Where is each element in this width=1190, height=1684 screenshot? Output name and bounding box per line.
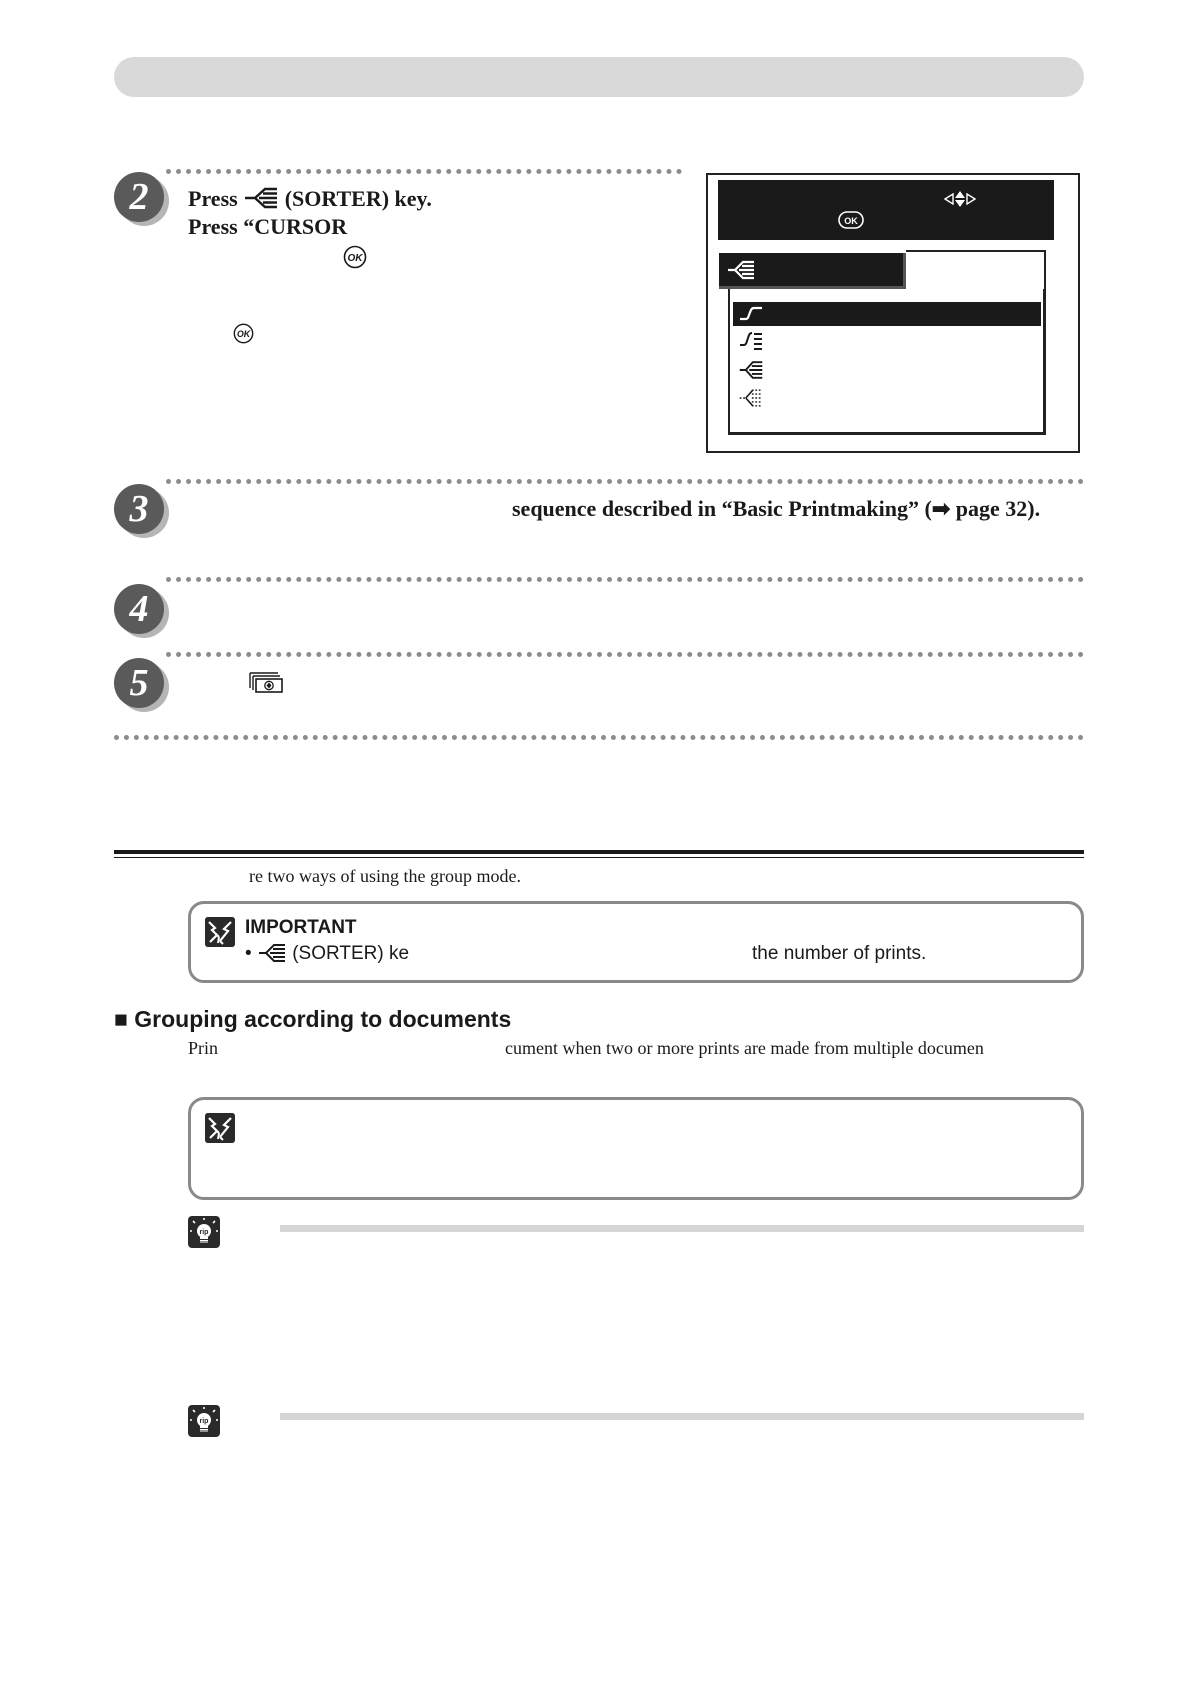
step5-dotted-divider (166, 652, 1084, 657)
important-bullet: • (245, 943, 252, 964)
svg-text:OK: OK (347, 253, 363, 264)
dotted-sort-icon (738, 387, 764, 409)
svg-text:OK: OK (236, 329, 251, 339)
lcd-ok-icon (838, 211, 864, 229)
ok-icon-small (233, 323, 254, 344)
grouping-text-right: cument when two or more prints are made from multiple documen (505, 1038, 984, 1058)
tip-bar (280, 1225, 1084, 1232)
svg-text:rip: rip (199, 1418, 209, 1425)
important-title: IMPORTANT (245, 917, 357, 938)
tip-lightbulb-icon (188, 1405, 220, 1437)
svg-text:OK: OK (844, 216, 858, 226)
step3-page-ref: page 32). (950, 496, 1041, 521)
step2-dotted-divider (166, 169, 682, 174)
tip-lightbulb-icon (188, 1216, 220, 1248)
sorter-icon (243, 186, 279, 210)
ok-icon (343, 245, 367, 269)
sorter-icon (257, 943, 287, 963)
step3-text-main: sequence described in “Basic Printmaking” ( (512, 496, 932, 521)
print-key-icon (248, 670, 284, 694)
important-line (245, 943, 409, 965)
grouping-heading: ■ Grouping according to documents (114, 1006, 512, 1032)
step4-dotted-divider (166, 577, 1084, 582)
important-box-2 (188, 1097, 1084, 1200)
header-bar (114, 57, 1084, 97)
step2-number: 2 (114, 172, 164, 222)
sorter-sort-icon (738, 359, 764, 381)
lcd-sorter-tab-icon (726, 260, 756, 280)
lcd-message-bar (718, 180, 1054, 240)
cursor-arrows-icon (943, 190, 977, 208)
important-icon (205, 917, 235, 947)
step2-line2: Press “CURSOR (188, 214, 348, 239)
step5-number: 5 (114, 658, 164, 708)
lcd-selected-option (733, 302, 1041, 326)
section-rule-thick (114, 850, 1084, 854)
section-rule-thin (114, 857, 1084, 858)
step2-line1 (188, 186, 432, 212)
tip-bar (280, 1413, 1084, 1420)
section-intro: re two ways of using the group mode. (249, 866, 521, 886)
step2-line1-pre: Press (188, 186, 238, 211)
important-icon (205, 1113, 235, 1143)
lcd-list-top-border (906, 250, 1046, 290)
step3-dotted-divider (166, 479, 1084, 484)
steps-end-dotted-divider (114, 735, 1084, 740)
important-text-right: the number of prints. (752, 943, 927, 964)
step3-number: 3 (114, 484, 164, 534)
important-text-left: (SORTER) ke (292, 943, 410, 964)
grouping-text-left: Prin (188, 1038, 219, 1058)
svg-text:rip: rip (199, 1229, 209, 1236)
step3-text (512, 496, 1040, 522)
reference-arrow-icon: ➡ (931, 496, 951, 521)
important-box (188, 901, 1084, 983)
group-sort-icon (738, 331, 764, 353)
non-sort-icon (738, 305, 764, 323)
step4-number: 4 (114, 584, 164, 634)
step2-line1-post: (SORTER) key. (284, 186, 432, 211)
